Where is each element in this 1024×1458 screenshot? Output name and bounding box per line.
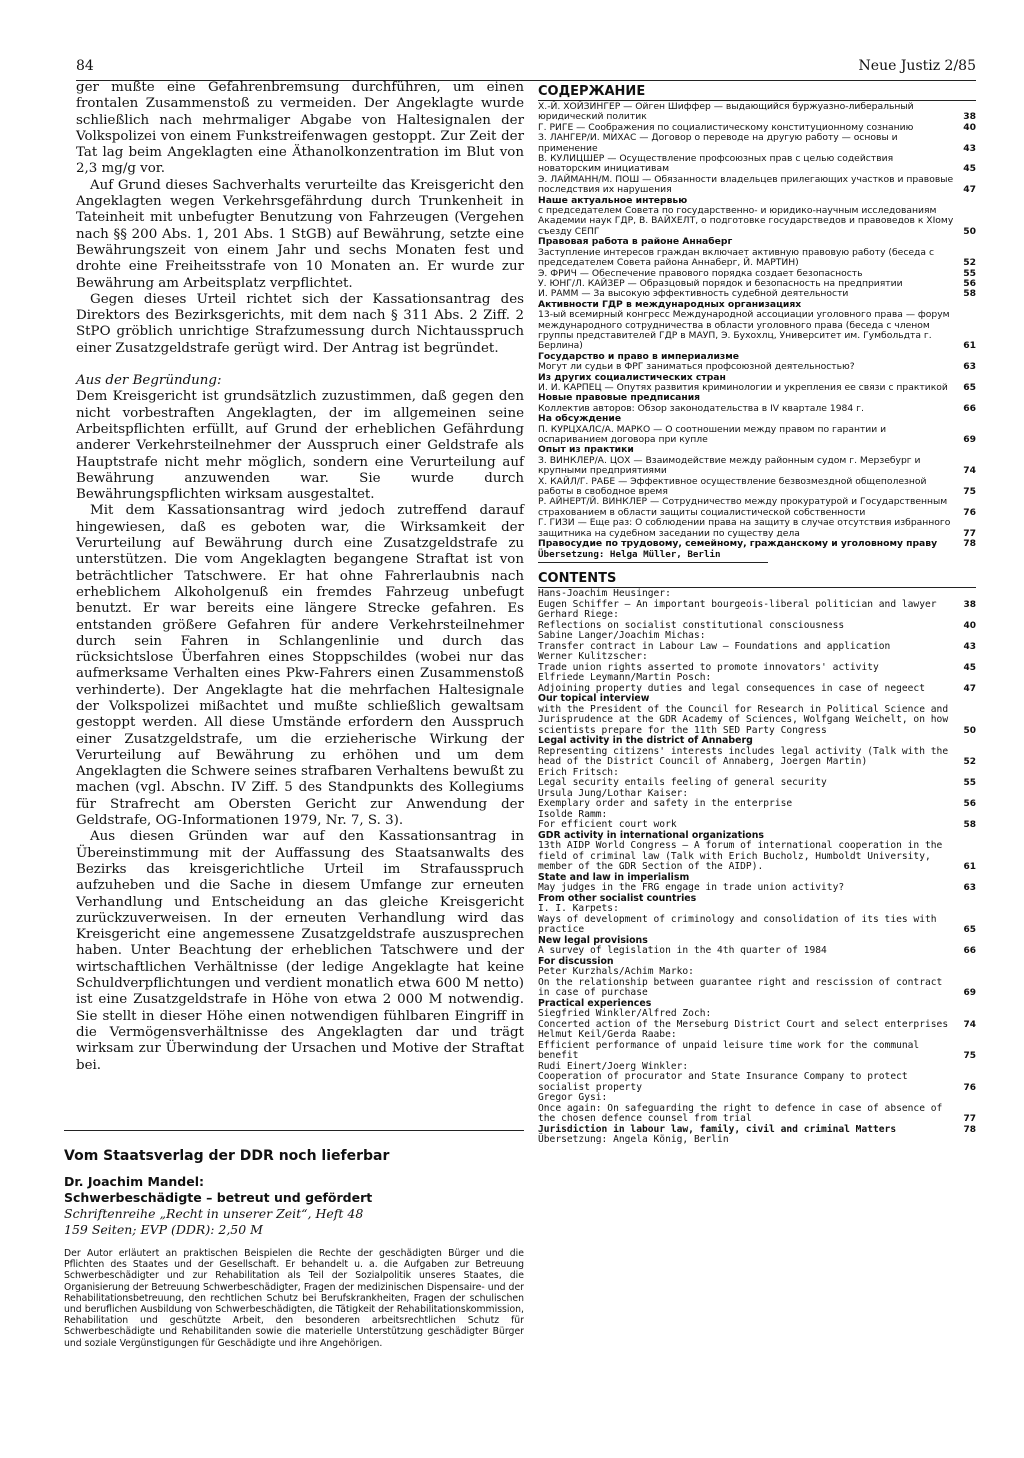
toc-entry <box>538 518 976 539</box>
toc-entry <box>538 477 976 498</box>
toc-entry <box>538 1041 976 1062</box>
toc-page-number: 74 <box>963 465 976 477</box>
toc-entry <box>538 1020 976 1031</box>
toc-entry <box>538 684 976 695</box>
toc-page-number: 75 <box>963 486 976 498</box>
toc-entry-title: З. ВИНКЛЕР/А. ЦОХ — Взаимодействие между районным судом г. Мерзебург и крупными предприятиями <box>538 454 921 477</box>
toc-page-number: 69 <box>963 988 976 999</box>
toc-section-heading: Practical experiences <box>538 997 652 1009</box>
toc-entry <box>538 663 976 674</box>
toc-entry <box>538 621 976 632</box>
contents-column <box>538 84 976 1146</box>
toc-entry <box>538 539 976 549</box>
page-number: 84 <box>76 58 94 74</box>
article-paragraph: ger mußte eine Gefahrenbremsung durchführen, um einen frontalen Zusammenstoß zu vermeiden. Der Angeklagte wurde schließlich nach mehrmaliger Abgabe von Haltesignalen der Volkspolizei von einem Funkstreifenwagen gestoppt. Zur Zeit der Tat lag beim Angeklagten eine Äthanolkonzentration im Blut von 2,3 mg/g vor. <box>76 80 524 177</box>
toc-entry-title: 13th AIDP World Congress – A forum of international cooperation in the field of criminal law (Talk with Erich Bucholz, Humboldt University, member of the GDR Section of the AIDP). <box>538 840 943 873</box>
promo-pages-price: 159 Seiten; EVP (DDR): 2,50 M <box>64 1222 263 1237</box>
toc-entry-title: 13-ый всемирный конгресс Международной ассоциации уголовного права — форум международного сотрудничества в области уголовного права (беседа с членом группы представителей ГДР в МАУП, Э. Бухохлц, Университет им. Гумбольдта г. Берлина) <box>538 309 950 352</box>
toc-entry-title: Э. ЛАЙМАНН/М. ПОШ — Обязанности владельцев прилегающих участков и правовые последствия их нарушения <box>538 173 954 196</box>
toc-page-number: 52 <box>963 257 976 269</box>
toc-entry-title: Заступление интересов граждан включает активную правовую работу (беседа с председателем Совета района Аннаберг, Й. МАРТИН) <box>538 246 934 269</box>
toc-page-number: 56 <box>963 277 976 289</box>
toc-entry <box>538 600 976 611</box>
article-paragraph: Mit dem Kassationsantrag wird jedoch zutreffend darauf hingewiesen, daß es geboten war, die Wirksamkeit der Verurteilung auf Bewährung durch eine Zusatzgeldstrafe zu unterstützen. Die vom Angeklagten begangene Straftat ist von beträchtlicher Tatschwere. Er hat ohne Fahrerlaubnis nach erheblichem Alkoholgenuß ein fremdes Fahrzeug unbefugt benutzt. Er war bereits eine längere Strecke gefahren. Es entstanden größere Gefahren für andere Verkehrsteilnehmer durch sein Fahren in Schlangenlinie und durch das rücksichtslose Überfahren eines Stoppschildes (wobei nur das aufmerksame Verhalten eines Pkw-Fahrers einen Zusammenstoß verhinderte). Der Angeklagte hat die mehrfachen Haltesignale der Volkspolizei mißachtet und mußte schließlich gewaltsam gestoppt werden. All diese Umstände erfordern den Ausspruch einer Zusatzgeldstrafe, um die erzieherische Wirkung der Verurteilung auf Bewährung zu erhöhen und um dem Angeklagten die Schwere seines strafbaren Verhaltens bewußt zu machen (vgl. Abschn. IV Ziff. 5 des Standpunkts des Kollegiums für Strafrecht am Obersten Gericht zur Anwendung der Geldstrafe, OG-Informationen 1979, Nr. 7, S. 3). <box>76 503 524 829</box>
toc-author: Elfriede Leymann/Martin Posch: <box>538 672 712 684</box>
promo-series: Schriftenreihe „Recht in unserer Zeit“, Heft 48 <box>64 1206 364 1221</box>
toc-page-number: 45 <box>963 662 976 673</box>
toc-page-number: 50 <box>963 225 976 237</box>
toc-section-heading: Legal activity in the district of Annaberg <box>538 735 753 747</box>
toc-entry-title: И. И. КАРПЕЦ — Опутях развития криминологии и укрепления ее связи с практикой <box>538 381 948 393</box>
toc-page-number: 66 <box>963 402 976 414</box>
toc-page-number: 56 <box>963 799 976 810</box>
toc-author: Erich Fritsch: <box>538 766 619 778</box>
toc-author: Ursula Jung/Lothar Kaiser: <box>538 787 689 799</box>
toc-page-number: 45 <box>963 163 976 175</box>
toc-entry <box>538 154 976 175</box>
promo-book-title: Schwerbeschädigte – betreut und gefördert <box>64 1190 373 1205</box>
toc-entry-title: On the relationship between guarantee right and rescission of contract in case of purchase <box>538 976 943 999</box>
russian-translator: Übersetzung: Helga Müller, Berlin <box>538 549 721 561</box>
page-header <box>76 56 976 81</box>
toc-page-number: 55 <box>963 778 976 789</box>
toc-page-number: 76 <box>963 1082 976 1093</box>
promo-divider <box>64 1130 524 1131</box>
promo-author: Dr. Joachim Mandel: <box>64 1174 204 1189</box>
russian-contents-list <box>538 102 976 549</box>
toc-page-number: 38 <box>963 599 976 610</box>
promo-title: Vom Staatsverlag der DDR noch lieferbar <box>64 1148 390 1164</box>
toc-entry-title: Eugen Schiffer – An important bourgeois-liberal politician and lawyer <box>538 598 937 610</box>
toc-page-number: 63 <box>963 883 976 894</box>
toc-entry-title: Э. ФРИЧ — Обеспечение правового порядка создает безопасность <box>538 267 863 279</box>
toc-entry <box>538 289 976 299</box>
toc-entry <box>538 175 976 196</box>
toc-page-number: 61 <box>963 862 976 873</box>
toc-entry-title: Once again: On safeguarding the right to defence in case of absence of the chosen defence counsel from trial <box>538 1102 943 1125</box>
toc-page-number: 66 <box>963 946 976 957</box>
english-contents-heading: CONTENTS <box>538 571 976 588</box>
toc-entry-title: Legal security entails feeling of general security <box>538 777 827 789</box>
russian-contents-heading: СОДЕРЖАНИЕ <box>538 84 976 101</box>
toc-entry-title: Г. ГИЗИ — Еще раз: О соблюдении права на защиту в случае отсутствия избранного защитника на судебном заседании по существу дела <box>538 517 951 539</box>
toc-entry-title: Х.-Й. ХОЙЗИНГЕР — Ойген Шиффер — выдающийся буржуазно-либеральный юридический политик <box>538 101 914 123</box>
toc-entry <box>538 248 976 269</box>
toc-page-number: 55 <box>963 267 976 279</box>
book-advertisement <box>64 1148 524 1349</box>
toc-entry <box>538 133 976 154</box>
toc-entry-title: A survey of legislation in the 4th quarter of 1984 <box>538 945 827 957</box>
toc-author: Werner Kulitzscher: <box>538 651 648 663</box>
toc-entry-title: Р. АЙНЕРТ/Й. ВИНКЛЕР — Сотрудничество между прокуратурой и Государственным страхованием в области защиты социалистической собственности <box>538 496 948 518</box>
reasoning-subhead: Aus der Begründung: <box>76 373 222 389</box>
toc-author: Isolde Ramm: <box>538 808 608 820</box>
toc-author: Helmut Keil/Gerda Raabe: <box>538 1029 677 1041</box>
toc-entry-title: И. РАММ — За высокую эффективность судебной деятельности <box>538 288 849 300</box>
toc-entry-title: Reflections on socialist constitutional consciousness <box>538 619 845 631</box>
toc-entry <box>538 705 976 737</box>
toc-entry-title: З. ЛАНГЕР/И. МИХАС — Договор о переводе на другую работу — основы и применение <box>538 132 898 154</box>
toc-entry <box>538 799 976 810</box>
toc-page-number: 74 <box>963 1019 976 1030</box>
toc-section-heading: Государство и право в империализме <box>538 350 739 362</box>
toc-author: Rudi Einert/Joerg Winkler: <box>538 1060 689 1072</box>
toc-section-heading: Опыт из практики <box>538 444 634 456</box>
toc-entry-title: В. КУЛИЦШЕР — Осуществление профсоюзных прав с целью содействия новаторским инициативам <box>538 153 894 175</box>
toc-page-number: 38 <box>963 111 976 123</box>
article-paragraph: Aus diesen Gründen war auf den Kassationsantrag in Übereinstimmung mit der Auffassung des Staatsanwalts des Bezirks das kreisgerichtliche Urteil im Strafausspruch aufzuheben und die Sache in diesem Umfange zur erneuten Verhandlung und Entscheidung an das gleiche Kreisgericht zurückzuverweisen. In der erneuten Verhandlung wird das Kreisgericht eine angemessene Zusatzgeldstrafe auszusprechen haben. Unter Beachtung der erheblichen Tatschwere und der wirtschaftlichen Verhältnisse (der ledige Angeklagte hat keine Schuldverpflichtungen und verdient monatlich etwa 600 M netto) ist eine Zusatzgeldstrafe in Höhe von etwa 2 000 M notwendig. Sie stellt in dieser Höhe einen notwendigen fühlbaren Eingriff in die Vermögensverhältnisse des Angeklagten dar und trägt wirksam zur Überwindung der Ursachen und Motive der Straftat bei. <box>76 829 524 1073</box>
toc-entry-title: Cooperation of procurator and State Insurance Company to protect socialist property <box>538 1071 908 1093</box>
toc-entry-title: Representing citizens' interests includes legal activity (Talk with the head of the District Council of Annaberg, Joergen Martin) <box>538 745 949 768</box>
toc-entry-title: Concerted action of the Merseburg District Court and select enterprises <box>538 1018 949 1030</box>
toc-page-number: 69 <box>963 434 976 445</box>
toc-page-number: 58 <box>963 288 976 300</box>
toc-entry <box>538 1104 976 1125</box>
article-paragraph: Auf Grund dieses Sachverhalts verurteilte das Kreisgericht den Angeklagten wegen Verkehrsgefährdung durch Trunkenheit in Tateinheit mit unbefugter Benutzung von Fahrzeugen (Vergehen nach §§ 200 Abs. 1, 201 Abs. 1 StGB) auf Bewährung, setzte eine Bewährungszeit von einem Jahr und sechs Monaten fest und drohte eine Freiheitsstrafe von 10 Monaten an. Er wurde zur Bewährung am Arbeitsplatz verpflichtet. <box>76 177 524 291</box>
toc-section-heading: GDR activity in international organizations <box>538 829 764 841</box>
toc-author: Hans-Joachim Heusinger: <box>538 588 671 600</box>
toc-entry-title: Г. РИГЕ — Соображения по социалистическому конституционному сознанию <box>538 121 914 133</box>
toc-page-number: 47 <box>963 184 976 196</box>
journal-issue: Neue Justiz 2/85 <box>858 58 976 74</box>
translator-rule <box>538 562 768 563</box>
english-contents <box>538 571 976 1146</box>
toc-section-heading: Правовая работа в районе Аннаберг <box>538 236 733 248</box>
toc-entry <box>538 883 976 894</box>
toc-entry <box>538 915 976 936</box>
toc-section-heading: На обсуждение <box>538 413 622 425</box>
toc-entry <box>538 456 976 477</box>
toc-author: Gerhard Riege: <box>538 609 619 621</box>
toc-author: I. I. Karpets: <box>538 903 619 915</box>
promo-description: Der Autor erläutert an praktischen Beispielen die Rechte der geschädigten Bürger und die Pflichten des Staates und der Gesellschaft. Er behandelt u. a. die Aufgaben zur Betreuung Schwerbeschädigter und zur Rehabilitation als Teil der Sozialpolitik unseres Staates, die Organisierung der Betreuung Schwerbeschädigter, Fragen der medizinischen Dispensaire- und der Rehabilitationsbetreuung, den rechtlichen Schutz bei Berufskrankheiten, Fragen der schulischen und beruflichen Ausbildung von Schwerbeschädigten, die Tätigkeit der Rehabilitationskommission, Rehabilitation und geschützte Arbeit, den besonderen arbeitsrechtlichen Schutz für Schwerbeschädigte und Rehabilitanden sowie die materielle Unterstützung geschädigter Bürger und soziale Vergünstigungen für Geschädigte und ihre Angehörigen. <box>64 1248 524 1349</box>
toc-section-heading: Our topical interview <box>538 693 650 705</box>
toc-section-heading: Наше актуальное интервью <box>538 194 688 206</box>
english-contents-list <box>538 589 976 1135</box>
toc-entry <box>538 404 976 414</box>
toc-page-number: 43 <box>963 641 976 652</box>
toc-page-number: 78 <box>963 1124 976 1135</box>
toc-entry-title: Adjoining property duties and legal consequences in case of negeect <box>538 682 925 694</box>
toc-page-number: 40 <box>963 620 976 631</box>
toc-page-number: 40 <box>963 121 976 133</box>
toc-entry <box>538 946 976 957</box>
toc-page-number: 77 <box>963 1114 976 1125</box>
toc-author: Peter Kurzhals/Achim Marko: <box>538 966 694 978</box>
toc-entry <box>538 206 976 237</box>
toc-page-number: 75 <box>963 1051 976 1062</box>
toc-entry-title: For efficient court work <box>538 819 677 831</box>
toc-entry-title: Правосудие по трудовому, семейному, гражданскому и уголовному праву <box>538 538 938 550</box>
toc-entry <box>538 642 976 653</box>
toc-entry <box>538 820 976 831</box>
toc-entry <box>538 978 976 999</box>
toc-page-number: 43 <box>963 142 976 154</box>
toc-section-heading: State and law in imperialism <box>538 871 690 883</box>
toc-entry-title: with the President of the Council for Research in Political Science and Jurisprudence at the GDR Academy of Sciences, Wolfgang Weichelt, on how scientists prepare for the 11th SED Party Congress <box>538 703 949 736</box>
toc-page-number: 47 <box>963 683 976 694</box>
toc-section-heading: Активности ГДР в международных организациях <box>538 298 802 310</box>
toc-entry-title: с председателем Совета по государственно- и юридико-научным исследованиям Академии наук ГДР, В. ВАЙХЕЛТ, о подготовке государстведов и правоведов к XIому съезду СЕПГ <box>538 205 954 237</box>
toc-author: Siegfried Winkler/Alfred Zoch: <box>538 1008 712 1020</box>
toc-page-number: 77 <box>963 527 976 539</box>
toc-entry <box>538 1125 976 1136</box>
toc-entry-title: Transfer contract in Labour Law – Foundations and application <box>538 640 891 652</box>
toc-page-number: 76 <box>963 506 976 518</box>
english-translator: Übersetzung: Angela König, Berlin <box>538 1134 729 1146</box>
toc-entry <box>538 841 976 873</box>
toc-entry <box>538 778 976 789</box>
toc-page-number: 63 <box>963 361 976 373</box>
toc-entry <box>538 425 976 446</box>
toc-page-number: 50 <box>963 725 976 736</box>
toc-entry-title: Jurisdiction in labour law, family, civil and criminal Matters <box>538 1123 897 1135</box>
toc-entry <box>538 310 976 352</box>
article-paragraph: Dem Kreisgericht ist grundsätzlich zuzustimmen, daß gegen den nicht vorbestraften Angeklagten, der im allgemeinen seine Arbeitspflichten erfüllt, auf Grund der erheblichen Gefährdung anderer Verkehrsteilnehmer der Ausspruch einer Geldstrafe als Hauptstrafe nicht mehr möglich, sondern eine Verurteilung auf Bewährung anzuwenden war. Sie wurde durch Bewährungspflichten wirksam ausgestaltet. <box>76 389 524 503</box>
toc-entry-title: У. ЮНГ/Л. КАЙЗЕР — Образцовый порядок и безопасность на предприятии <box>538 277 903 289</box>
toc-entry <box>538 747 976 768</box>
toc-page-number: 52 <box>963 757 976 768</box>
toc-entry-title: П. КУРЦХАЛС/А. МАРКО — О соотношении между правом по гарантии и оспариванием договора при купле <box>538 423 887 445</box>
toc-entry-title: Коллектив авторов: Обзор законодательства в IV квартале 1984 г. <box>538 402 864 414</box>
toc-entry-title: Efficient performance of unpaid leisure time work for the communal benefit <box>538 1039 920 1062</box>
toc-section-heading: New legal provisions <box>538 934 648 946</box>
toc-page-number: 65 <box>963 381 976 393</box>
toc-author: Gregor Gysi: <box>538 1092 608 1104</box>
article-column <box>76 80 524 1074</box>
toc-entry-title: Могут ли судьи в ФРГ заниматься профсоюзной деятельностью? <box>538 361 855 373</box>
toc-section-heading: Новые правовые предписания <box>538 392 701 404</box>
toc-entry-title: Exemplary order and safety in the enterprise <box>538 798 793 810</box>
toc-entry-title: Trade union rights asserted to promote innovators' activity <box>538 661 879 673</box>
toc-entry <box>538 102 976 123</box>
toc-page-number: 78 <box>963 538 976 550</box>
toc-entry <box>538 362 976 372</box>
toc-entry-title: Х. КАЙЛ/Г. РАБЕ — Эффективное осуществление безвозмездной общеполезной работы в свободное время <box>538 475 927 498</box>
toc-section-heading: From other socialist countries <box>538 892 697 904</box>
toc-section-heading: For discussion <box>538 955 614 967</box>
toc-entry <box>538 383 976 393</box>
article-paragraph: Gegen dieses Urteil richtet sich der Kassationsantrag des Direktors des Bezirksgerichts, mit dem nach § 311 Abs. 2 Ziff. 2 StPO gröblich unrichtige Strafzumessung durch Nichtausspruch einer Zusatzgeldstrafe gerügt wird. Der Antrag ist begründet. <box>76 291 524 356</box>
toc-section-heading: Из других социалистических стран <box>538 371 726 383</box>
toc-page-number: 65 <box>963 925 976 936</box>
toc-entry <box>538 1072 976 1093</box>
toc-author: Sabine Langer/Joachim Michas: <box>538 630 706 642</box>
toc-page-number: 58 <box>963 820 976 831</box>
toc-entry-title: Ways of development of criminology and consolidation of its ties with practice <box>538 913 937 936</box>
toc-entry-title: May judges in the FRG engage in trade union activity? <box>538 882 845 894</box>
toc-entry <box>538 497 976 518</box>
russian-contents <box>538 84 976 563</box>
toc-page-number: 61 <box>963 340 976 352</box>
